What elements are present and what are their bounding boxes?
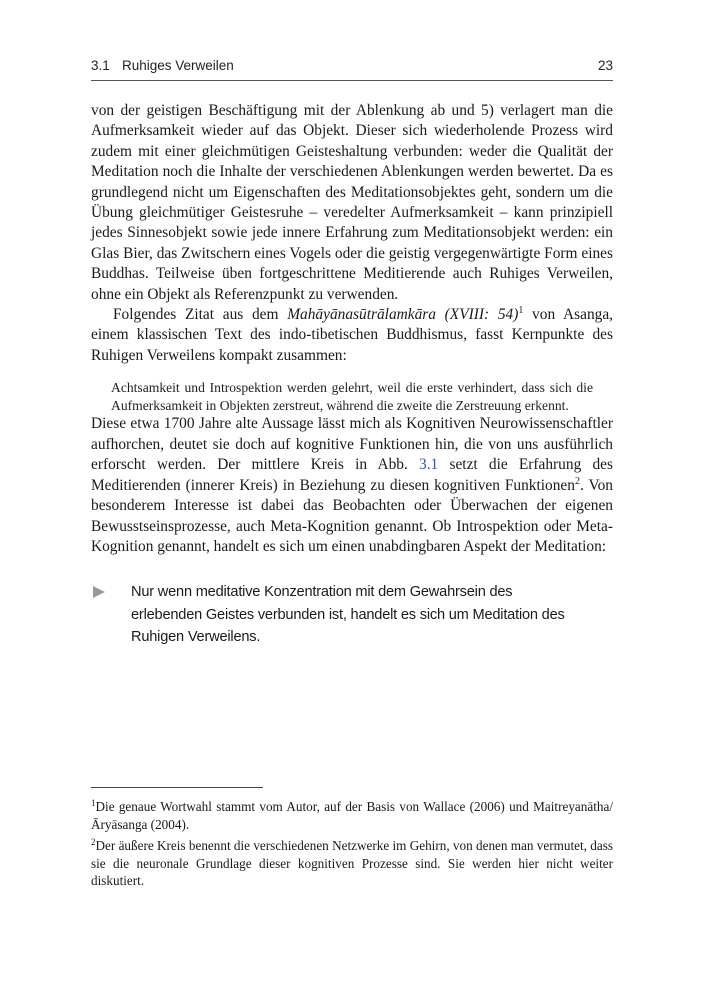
section-heading <box>91 58 234 73</box>
footnote-rule <box>91 787 263 788</box>
paragraph-2 <box>91 305 613 366</box>
paragraph-3-start: Diese etwa 1700 Jahre alte Aussage lässt mich als Kognitiven Neurowissenschaftler aufhorchen, deutet sie doch auf kognitive Funktionen hin, die von uns ausführlich erforscht werden. Der mittlere Kreis in Abb. <box>91 415 613 474</box>
footnote-1 <box>91 798 613 833</box>
footnote-1-text: Die genaue Wortwahl stammt vom Autor, auf der Basis von Wallace (2006) und Maitreyanātha/Āryāsanga (2004). <box>91 799 613 832</box>
paragraph-3 <box>91 414 613 557</box>
figure-reference-link[interactable]: 3.1 <box>419 456 439 474</box>
footnote-1-number: 1 <box>91 798 96 808</box>
page-number: 23 <box>597 58 613 73</box>
header-rule <box>91 80 613 81</box>
section-title: Ruhiges Verweilen <box>122 58 234 73</box>
main-text <box>91 101 613 649</box>
footnotes <box>91 798 613 894</box>
quote-text: Achtsamkeit und Introspektion werden gelehrt, weil die erste verhindert, dass sich die Aufmerksamkeit in Objekten zerstreut, während die zweite die Zerstreuung erkennt. <box>111 380 593 413</box>
footnote-2 <box>91 837 613 890</box>
cited-work-title: Mahāyānasūtrālamkāra (XVIII: 54) <box>287 306 519 324</box>
paragraph-2-start: Folgendes Zitat aus dem <box>113 306 288 324</box>
block-quote <box>111 379 593 414</box>
paragraph-2-end: von Asanga, einem klassischen Text des indo-tibetischen Buddhismus, fasst Kernpunkte des Ruhigen Verweilens kompakt zusammen: <box>91 306 614 364</box>
triangle-arrow-icon <box>93 586 105 598</box>
footnote-2-number: 2 <box>91 837 96 847</box>
footnote-marker-1[interactable]: 1 <box>518 305 524 317</box>
callout-text: Nur wenn meditative Konzentration mit dem Gewahrsein des erlebenden Geistes verbunden ist, handelt es sich um Meditation des Ruhigen Verweilens. <box>131 584 565 646</box>
paragraph-1: von der geistigen Beschäftigung mit der Ablenkung ab und 5) verlagert man die Aufmerksamkeit wieder auf das Objekt. Dieser sich wiederholende Prozess wird zudem mit einer gleichmütigen Geisteshaltung verbunden: weder die Qualität der Meditation noch die Inhalte der verschiedenen Ablenkungen werden bewertet. Da es grundlegend nicht um Eigenschaften des Meditationsobjektes geht, sondern um die Übung gleichmütiger Geistesruhe – veredelter Aufmerksamkeit – kann prinzipiell jedes Sinnesobjekt sowie jede innere Erfahrung zum Meditationsobjekt werden: ein Glas Bier, das Zwitschern eines Vogels oder die geistig vergegenwärtigte Form eines Buddhas. Teilweise üben fortgeschrittene Meditierende auch Ruhiges Verweilen, ohne ein Objekt als Referenzpunkt zu verwenden. <box>91 102 613 303</box>
paragraph-3-end: . Von besonderem Interesse ist dabei das Beobachten oder Überwachen der eigenen Bewusstseinsprozesse, auch Meta-Kognition genannt. Ob Introspektion oder Meta-Kognition genannt, handelt es sich um einen unabdingbaren Aspekt der Meditation: <box>91 476 613 555</box>
footnote-2-text: Der äußere Kreis benennt die verschiedenen Netzwerke im Gehirn, von denen man vermutet, dass sie die neuronale Grundlage dieser kognitiven Prozesse sind. Sie werden hier nicht weiter diskutiert. <box>91 838 613 888</box>
paragraph-3-mid: setzt die Erfahrung des Meditierenden (innerer Kreis) in Beziehung zu diesen kognitiven Funktionen <box>91 456 613 494</box>
running-header <box>91 58 613 78</box>
section-number: 3.1 <box>91 58 110 73</box>
footnote-marker-2[interactable]: 2 <box>574 475 580 487</box>
key-point-callout <box>91 581 613 648</box>
